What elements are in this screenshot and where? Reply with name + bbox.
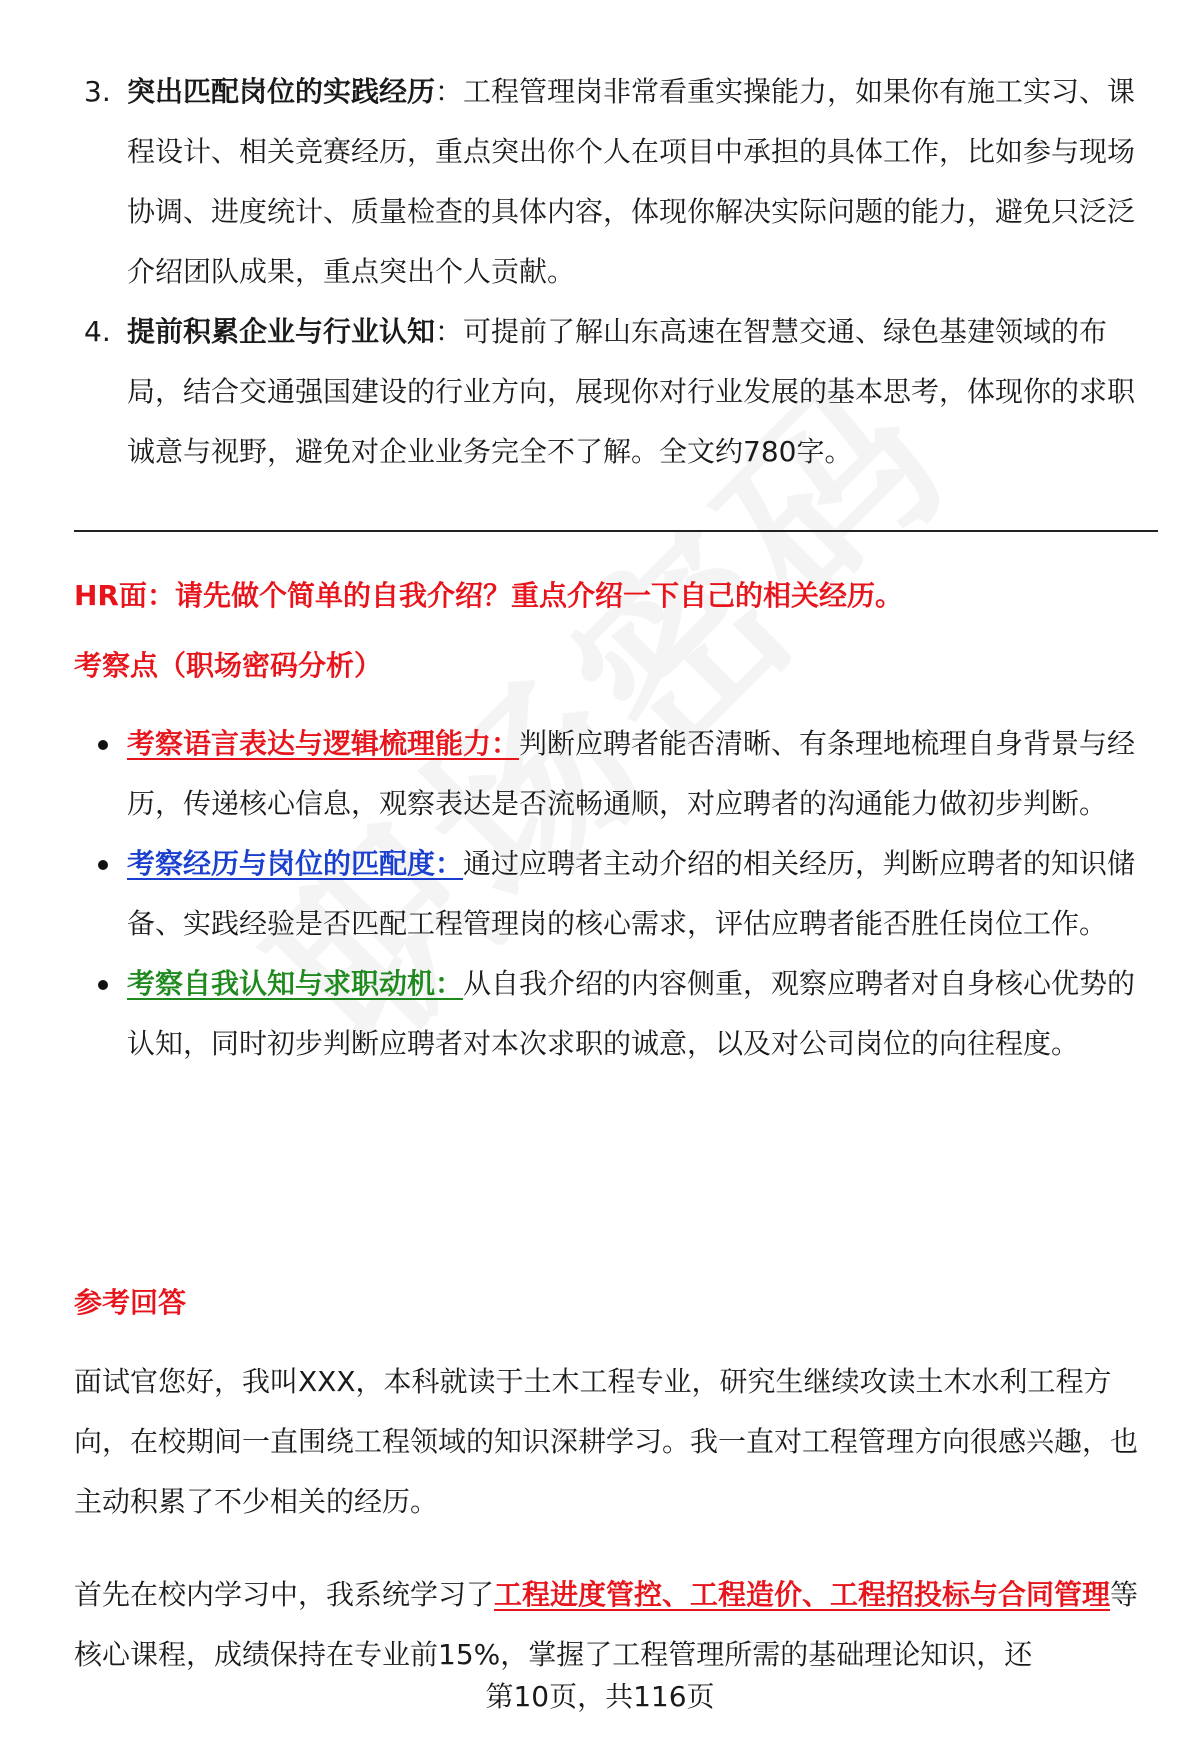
bullet-item xyxy=(0,954,1200,1074)
bullet-text xyxy=(127,714,1140,834)
list-item-text xyxy=(127,62,1140,302)
reference-paragraph xyxy=(74,1565,1150,1685)
bullet-item xyxy=(0,834,1200,954)
separator: ： xyxy=(435,75,464,108)
highlighted-courses: 工程进度管控、工程造价、工程招投标与合同管理 xyxy=(494,1578,1111,1611)
paragraph-text xyxy=(74,1565,1150,1685)
list-item xyxy=(0,302,1200,482)
separator: ： xyxy=(435,315,464,348)
reference-heading: 参考回答 xyxy=(74,1286,187,1319)
list-number: 3. xyxy=(84,75,111,108)
list-item-title: 提前积累企业与行业认知 xyxy=(127,315,436,348)
list-item-text xyxy=(127,302,1140,482)
paragraph-text: 面试官您好，我叫XXX，本科就读于土木工程专业，研究生继续攻读土木水利工程方向，在校期间一直围绕工程领域的知识深耕学习。我一直对工程管理方向很感兴趣，也主动积累了不少相关的经历。 xyxy=(74,1365,1139,1518)
list-item-body: 可提前了解山东高速在智慧交通、绿色基建领域的布局，结合交通强国建设的行业方向，展现你对行业发展的基本思考，体现你的求职诚意与视野，避免对企业业务完全不了解。全文约780字。 xyxy=(127,315,1136,468)
reference-paragraph xyxy=(74,1352,1150,1532)
bullet-lead: 考察语言表达与逻辑梳理能力： xyxy=(127,727,520,760)
bullet-body: 通过应聘者主动介绍的相关经历，判断应聘者的知识储备、实践经验是否匹配工程管理岗的核心需求，评估应聘者能否胜任岗位工作。 xyxy=(127,847,1136,940)
page-number: 第10页，共116页 xyxy=(485,1680,715,1713)
bullet-lead: 考察自我认知与求职动机： xyxy=(127,967,464,1000)
bullet-list xyxy=(0,714,1200,1074)
numbered-list xyxy=(0,62,1200,482)
section-divider xyxy=(74,530,1158,532)
analysis-heading: 考察点（职场密码分析） xyxy=(74,649,383,682)
list-item xyxy=(0,62,1200,302)
bullet-body: 从自我介绍的内容侧重，观察应聘者对自身核心优势的认知，同时初步判断应聘者对本次求职的诚意，以及对公司岗位的向往程度。 xyxy=(127,967,1136,1060)
bullet-body: 判断应聘者能否清晰、有条理地梳理自身背景与经历，传递核心信息，观察表达是否流畅通顺，对应聘者的沟通能力做初步判断。 xyxy=(127,727,1136,820)
text-run: 首先在校内学习中，我系统学习了 xyxy=(74,1578,495,1611)
list-item-body: 工程管理岗非常看重实操能力，如果你有施工实习、课程设计、相关竞赛经历，重点突出你个人在项目中承担的具体工作，比如参与现场协调、进度统计、质量检查的具体内容，体现你解决实际问题的能力，避免只泛泛介绍团队成果，重点突出个人贡献。 xyxy=(127,75,1136,288)
bullet-dot xyxy=(98,980,108,990)
bullet-text xyxy=(127,954,1140,1074)
bullet-text xyxy=(127,834,1140,954)
bullet-lead: 考察经历与岗位的匹配度： xyxy=(127,847,464,880)
list-item-title: 突出匹配岗位的实践经历 xyxy=(127,75,436,108)
bullet-item xyxy=(0,714,1200,834)
question-title: HR面：请先做个简单的自我介绍？重点介绍一下自己的相关经历。 xyxy=(74,579,903,612)
text-run: 等核心课程，成绩保持在专业前15%，掌握了工程管理所需的基础理论知识，还 xyxy=(74,1578,1139,1671)
bullet-dot xyxy=(98,860,108,870)
bullet-dot xyxy=(98,740,108,750)
list-number: 4. xyxy=(84,315,111,348)
